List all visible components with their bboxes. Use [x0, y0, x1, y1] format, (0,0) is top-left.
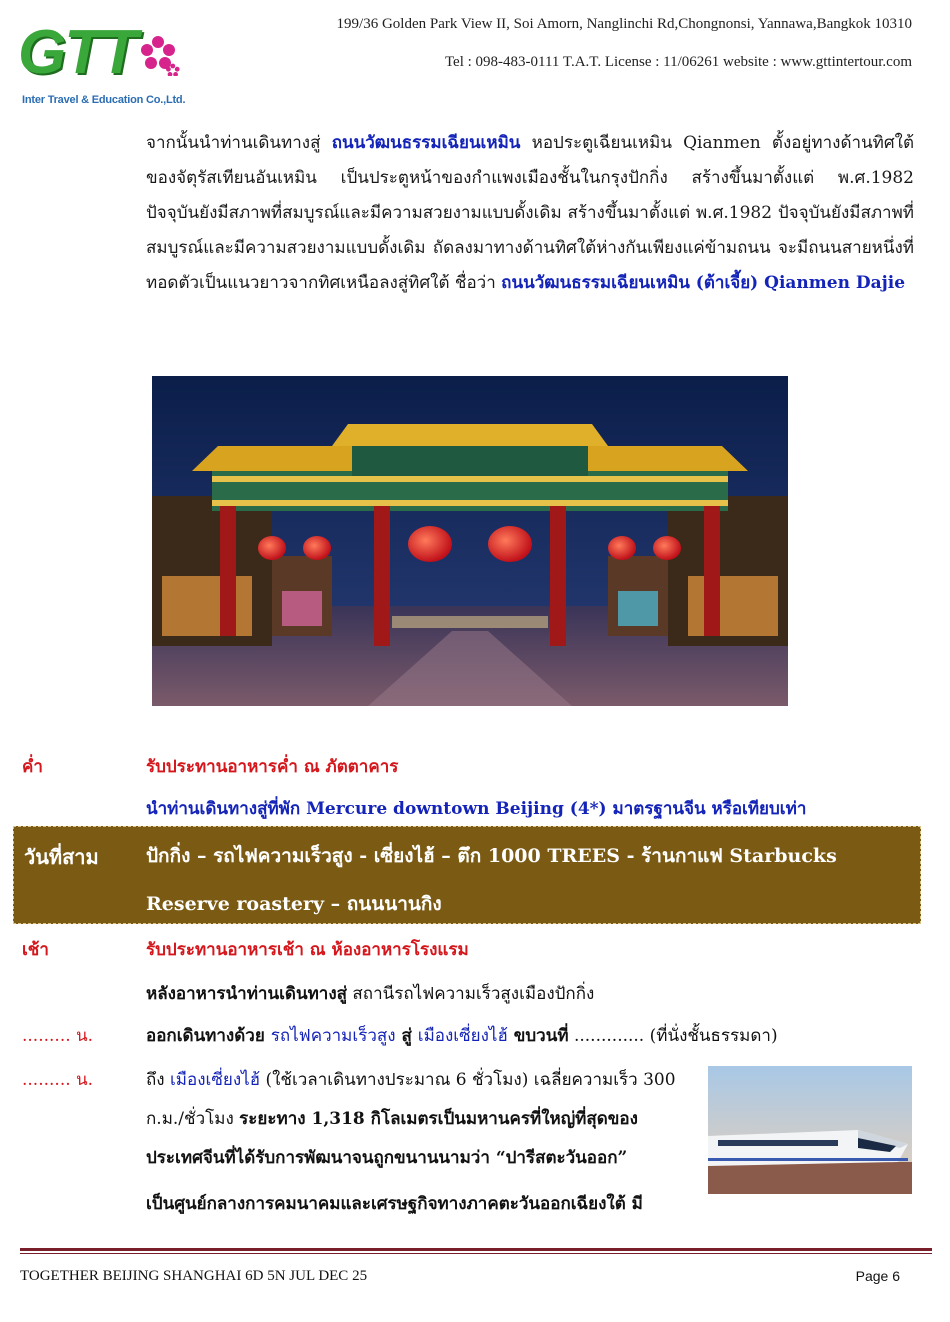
arrive-time: ......... น. — [22, 1070, 94, 1090]
page-number: Page 6 — [855, 1268, 900, 1284]
arrive-line1 — [146, 1066, 676, 1093]
company-logo — [18, 18, 186, 110]
company-contact: Tel : 098-483-0111 T.A.T. License : 11/06261 website : www.gttintertour.com — [444, 54, 912, 70]
intro-paragraph — [146, 126, 914, 301]
footer-divider-thin — [20, 1253, 932, 1254]
arrive-line3: ประเทศจีนที่ได้รับการพัฒนาจนถูกขนานนามว่า “ปารีสตะวันออก” — [146, 1148, 628, 1168]
breakfast-time: เช้า — [22, 940, 49, 960]
train-name: รถไฟความเร็วสูง — [270, 1026, 396, 1046]
arrive-city: เมืองเซี่ยงไฮ้ — [170, 1070, 261, 1090]
depart-b: สู่ — [395, 1026, 418, 1046]
after-breakfast — [146, 980, 594, 1007]
hotel-text: นำท่านเดินทางสู่ที่พัก Mercure downtown Beijing (4*) มาตรฐานจีน หรือเทียบเท่า — [146, 799, 807, 819]
day-title-line2: Reserve roastery – ถนนนานกิง — [146, 893, 442, 915]
depart-d: ............. (ที่นั่งชั้นธรรมดา) — [568, 1026, 778, 1046]
bullet-train-photo — [708, 1066, 912, 1194]
depart-line — [146, 1022, 778, 1049]
place-name-2: ถนนวัฒนธรรมเฉียนเหมิน (ต้าเจี้ย) Qianmen Dajie — [501, 273, 906, 293]
logo-text: GTT — [18, 18, 136, 87]
city-name: เมืองเซี่ยงไฮ้ — [417, 1026, 508, 1046]
arrive-line2b: ระยะทาง 1,318 กิโลเมตรเป็นมหานครที่ใหญ่ที่สุดของ — [239, 1109, 638, 1129]
footer-tour-code: TOGETHER BEIJING SHANGHAI 6D 5N JUL DEC 25 — [20, 1268, 368, 1284]
dinner-time: ค่ำ — [22, 757, 43, 777]
day-title-line1: ปักกิ่ง – รถไฟความเร็วสูง - เซี่ยงไฮ้ – ตึก 1000 TREES - ร้านกาแฟ Starbucks — [146, 845, 837, 867]
intro-text-1: จากนั้นนำท่านเดินทางสู่ — [146, 133, 321, 153]
logo-subtitle: Inter Travel & Education Co.,Ltd. — [22, 94, 186, 106]
depart-c: ขบวนที่ — [507, 1026, 569, 1046]
company-address: 199/36 Golden Park View II, Soi Amorn, Nanglinchi Rd,Chongnonsi, Yannawa,Bangkok 10310 — [336, 16, 912, 32]
qianmen-street-photo — [152, 376, 788, 706]
place-name-1: ถนนวัฒนธรรมเฉียนเหมิน — [331, 133, 521, 153]
arrive-line4: เป็นศูนย์กลางการคมนาคมและเศรษฐกิจทางภาคตะวันออกเฉียงใต้ มี — [146, 1194, 643, 1214]
after-breakfast-rest: สถานีรถไฟความเร็วสูงเมืองปักกิ่ง — [347, 984, 595, 1004]
dinner-text: รับประทานอาหารค่ำ ณ ภัตตาคาร — [146, 757, 399, 777]
footer-divider — [20, 1248, 932, 1251]
intro-text-2: หอประตูเฉียนเหมิน Qianmen ตั้งอยู่ทางด้านทิศใต้ของจัตุรัสเทียนอันเหมิน เป็นประตูหน้าของกำแพงเมืองชั้นในกรุงปักกิ่ง สร้างขึ้นมาตั้งแต่ พ.ศ.1982 ปัจจุบันยังมีสภาพที่สมบูรณ์และมีความสวยงามแบบดั้งเดิม สร้างขึ้นมาตั้งแต่ พ.ศ.1982 ปัจจุบันยังมีสภาพที่สมบูรณ์และมีความสวยงามแบบดั้งเดิม ถัดลงมาทางด้านทิศใต้ห่างกันเพียงแค่ข้ามถนน จะมีถนนสายหนึ่งที่ทอดตัวเป็นแนวยาวจากทิศเหนือลงสู่ทิศใต้ ชื่อว่า — [146, 133, 915, 293]
arrive-b: (ใช้เวลาเดินทางประมาณ 6 ชั่วโมง) เฉลี่ยความเร็ว 300 — [260, 1070, 676, 1090]
arrive-a: ถึง — [146, 1070, 170, 1090]
flower-icon — [136, 32, 180, 76]
arrive-line2a: ก.ม./ชั่วโมง — [146, 1109, 240, 1129]
day-banner — [13, 826, 921, 924]
after-breakfast-bold: หลังอาหารนำท่านเดินทางสู่ — [146, 984, 348, 1004]
arrive-line2 — [146, 1105, 638, 1132]
depart-a: ออกเดินทางด้วย — [146, 1026, 271, 1046]
breakfast-text: รับประทานอาหารเช้า ณ ห้องอาหารโรงแรม — [146, 940, 469, 960]
depart-time: ......... น. — [22, 1026, 94, 1046]
day-label: วันที่สาม — [24, 845, 99, 869]
